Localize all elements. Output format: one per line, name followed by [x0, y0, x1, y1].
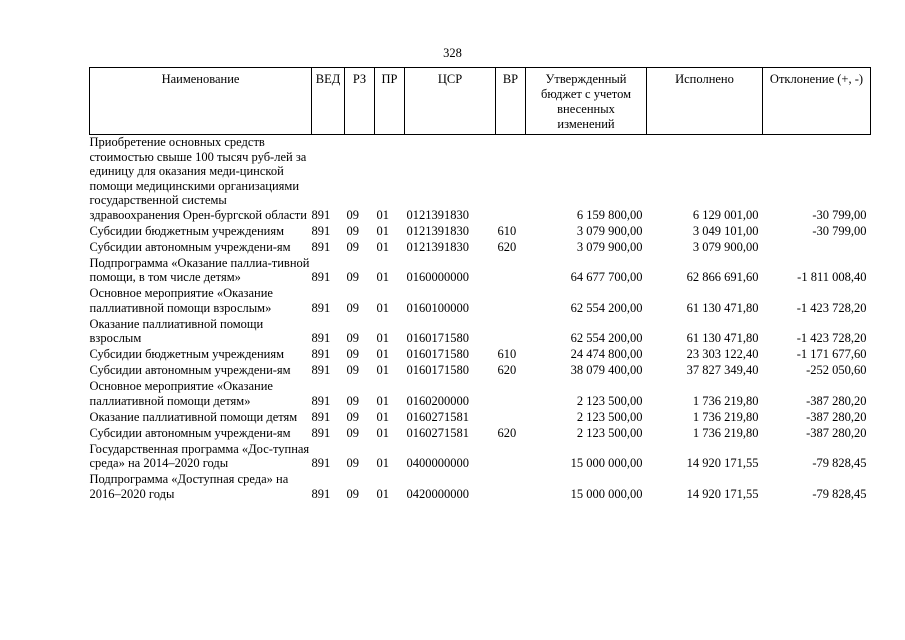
row-pr: 01 — [376, 425, 389, 440]
table-row — [90, 426, 871, 442]
row-approved-budget: 6 159 800,00 — [576, 207, 643, 222]
row-executed: 1 736 219,80 — [692, 393, 759, 408]
row-name: Субсидии автономным учреждени-ям — [89, 425, 291, 440]
row-csr: 0160171580 — [406, 363, 469, 377]
row-deviation: -1 423 728,20 — [796, 331, 867, 345]
row-approved-budget: 24 474 800,00 — [570, 347, 643, 361]
row-rz: 09 — [346, 331, 359, 345]
row-csr: 0160100000 — [406, 300, 469, 315]
row-approved-budget: 62 554 200,00 — [570, 331, 643, 345]
row-vr — [496, 135, 526, 224]
row-rz: 09 — [346, 223, 359, 238]
row-csr: 0420000000 — [406, 486, 469, 501]
row-ved: 891 — [311, 393, 331, 408]
row-executed: 23 303 122,40 — [686, 347, 759, 361]
row-rz: 09 — [346, 393, 359, 408]
header-row — [90, 68, 871, 135]
row-rz: 09 — [346, 425, 359, 440]
row-approved-budget: 2 123 500,00 — [576, 393, 643, 408]
table-row — [90, 256, 871, 287]
row-rz: 09 — [346, 300, 359, 315]
row-name: Государственная программа «Дос-тупная среда» на 2014–2020 годы — [89, 441, 310, 470]
table-body — [90, 135, 871, 503]
row-pr: 01 — [376, 300, 389, 315]
budget-execution-table — [89, 67, 871, 503]
header-deviation: Отклонение (+, -) — [763, 68, 871, 135]
row-pr: 01 — [376, 363, 389, 377]
row-ved: 891 — [311, 363, 331, 377]
table-row — [90, 240, 871, 256]
row-name: Субсидии бюджетным учреждениям — [89, 347, 285, 361]
row-executed: 62 866 691,60 — [686, 270, 759, 284]
row-executed: 1 736 219,80 — [692, 425, 759, 440]
table-row — [90, 317, 871, 348]
row-deviation: -252 050,60 — [806, 363, 867, 377]
row-pr: 01 — [376, 456, 389, 470]
row-rz: 09 — [346, 207, 359, 222]
row-deviation: -1 811 008,40 — [797, 270, 867, 284]
row-ved: 891 — [311, 456, 331, 470]
row-csr: 0160271581 — [406, 409, 469, 424]
row-vr — [496, 379, 526, 410]
row-deviation: -79 828,45 — [812, 486, 867, 501]
table-row — [90, 347, 871, 363]
row-executed: 14 920 171,55 — [686, 456, 759, 470]
row-rz: 09 — [346, 363, 359, 377]
row-csr: 0160200000 — [406, 393, 469, 408]
row-name: Подпрограмма «Оказание паллиа-тивной помощи, в том числе детям» — [89, 255, 310, 284]
row-deviation: -30 799,00 — [812, 207, 867, 222]
row-pr: 01 — [376, 331, 389, 345]
row-vr — [496, 442, 526, 473]
row-name: Субсидии автономным учреждени-ям — [89, 363, 291, 377]
row-pr: 01 — [376, 223, 389, 238]
row-csr: 0160271581 — [406, 425, 469, 440]
row-pr: 01 — [376, 347, 389, 361]
row-csr: 0400000000 — [406, 456, 469, 470]
row-rz: 09 — [346, 239, 359, 254]
row-vr — [496, 410, 526, 426]
row-approved-budget: 2 123 500,00 — [576, 409, 643, 424]
row-approved-budget: 64 677 700,00 — [570, 270, 643, 284]
row-pr: 01 — [376, 393, 389, 408]
row-deviation — [763, 240, 871, 256]
row-deviation: -387 280,20 — [806, 409, 867, 424]
row-rz: 09 — [346, 409, 359, 424]
header-executed: Исполнено — [647, 68, 763, 135]
row-approved-budget: 62 554 200,00 — [570, 300, 643, 315]
row-pr: 01 — [376, 239, 389, 254]
row-pr: 01 — [376, 409, 389, 424]
row-csr: 0121391830 — [406, 223, 469, 238]
row-csr: 0160171580 — [406, 331, 469, 345]
header-rz: РЗ — [345, 68, 375, 135]
row-rz: 09 — [346, 270, 359, 284]
row-executed: 37 827 349,40 — [686, 363, 759, 377]
table-row — [90, 379, 871, 410]
row-ved: 891 — [311, 300, 331, 315]
row-ved: 891 — [311, 223, 331, 238]
row-csr: 0160000000 — [406, 270, 469, 284]
row-executed: 61 130 471,80 — [686, 300, 759, 315]
row-csr: 0121391830 — [406, 207, 469, 222]
row-rz: 09 — [346, 486, 359, 501]
row-vr — [496, 286, 526, 317]
row-executed: 1 736 219,80 — [692, 409, 759, 424]
row-name: Подпрограмма «Доступная среда» на 2016–2020 годы — [89, 472, 289, 501]
row-ved: 891 — [311, 425, 331, 440]
row-name: Основное мероприятие «Оказание паллиативной помощи детям» — [89, 379, 273, 408]
page-number: 328 — [443, 46, 462, 60]
row-executed: 3 079 900,00 — [692, 239, 759, 254]
header-approved-budget: Утвержденный бюджет с учетом внесенных изменений — [526, 68, 647, 135]
table-row — [90, 472, 871, 503]
row-pr: 01 — [376, 270, 389, 284]
row-rz: 09 — [346, 347, 359, 361]
row-executed: 61 130 471,80 — [686, 331, 759, 345]
row-vr: 620 — [497, 425, 517, 440]
row-ved: 891 — [311, 347, 331, 361]
row-approved-budget: 3 079 900,00 — [576, 223, 643, 238]
header-pr: ПР — [375, 68, 405, 135]
row-approved-budget: 3 079 900,00 — [576, 239, 643, 254]
row-ved: 891 — [311, 331, 331, 345]
row-name: Субсидии автономным учреждени-ям — [89, 239, 291, 254]
row-pr: 01 — [376, 486, 389, 501]
row-ved: 891 — [311, 239, 331, 254]
row-deviation: -1 171 677,60 — [796, 347, 867, 361]
header-csr: ЦСР — [405, 68, 496, 135]
row-vr: 620 — [497, 363, 517, 377]
row-approved-budget: 15 000 000,00 — [570, 486, 643, 501]
row-vr — [496, 256, 526, 287]
row-ved: 891 — [311, 207, 331, 222]
row-executed: 14 920 171,55 — [686, 486, 759, 501]
row-name: Основное мероприятие «Оказание паллиативной помощи взрослым» — [89, 286, 273, 315]
row-deviation: -1 423 728,20 — [796, 300, 867, 315]
row-vr: 620 — [497, 239, 517, 254]
table-row — [90, 224, 871, 240]
row-vr: 610 — [497, 223, 517, 238]
row-deviation: -79 828,45 — [812, 456, 867, 470]
row-name: Приобретение основных средств стоимостью свыше 100 тысяч руб-лей за единицу для оказания меди-цинской помощи медицинскими организациями государственной системы здравоохранения Орен-бургской области — [89, 135, 307, 222]
row-approved-budget: 2 123 500,00 — [576, 425, 643, 440]
row-deviation: -30 799,00 — [812, 223, 867, 238]
row-approved-budget: 38 079 400,00 — [570, 363, 643, 377]
row-rz: 09 — [346, 456, 359, 470]
row-ved: 891 — [311, 270, 331, 284]
table-row — [90, 442, 871, 473]
header-vr: ВР — [496, 68, 526, 135]
table-header — [90, 68, 871, 135]
row-executed: 6 129 001,00 — [692, 207, 759, 222]
row-csr: 0160171580 — [406, 347, 469, 361]
row-deviation: -387 280,20 — [806, 393, 867, 408]
row-executed: 3 049 101,00 — [692, 223, 759, 238]
row-approved-budget: 15 000 000,00 — [570, 456, 643, 470]
table-row — [90, 363, 871, 379]
row-name: Оказание паллиативной помощи взрослым — [89, 316, 264, 345]
row-vr: 610 — [497, 347, 517, 361]
row-vr — [496, 317, 526, 348]
row-name: Оказание паллиативной помощи детям — [89, 409, 298, 424]
row-csr: 0121391830 — [406, 239, 469, 254]
header-ved: ВЕД — [312, 68, 345, 135]
row-pr: 01 — [376, 207, 389, 222]
row-vr — [496, 472, 526, 503]
header-name: Наименование — [90, 68, 312, 135]
row-ved: 891 — [311, 409, 331, 424]
row-deviation: -387 280,20 — [806, 425, 867, 440]
table-row — [90, 135, 871, 224]
row-ved: 891 — [311, 486, 331, 501]
row-name: Субсидии бюджетным учреждениям — [89, 223, 285, 238]
table-row — [90, 410, 871, 426]
table-row — [90, 286, 871, 317]
